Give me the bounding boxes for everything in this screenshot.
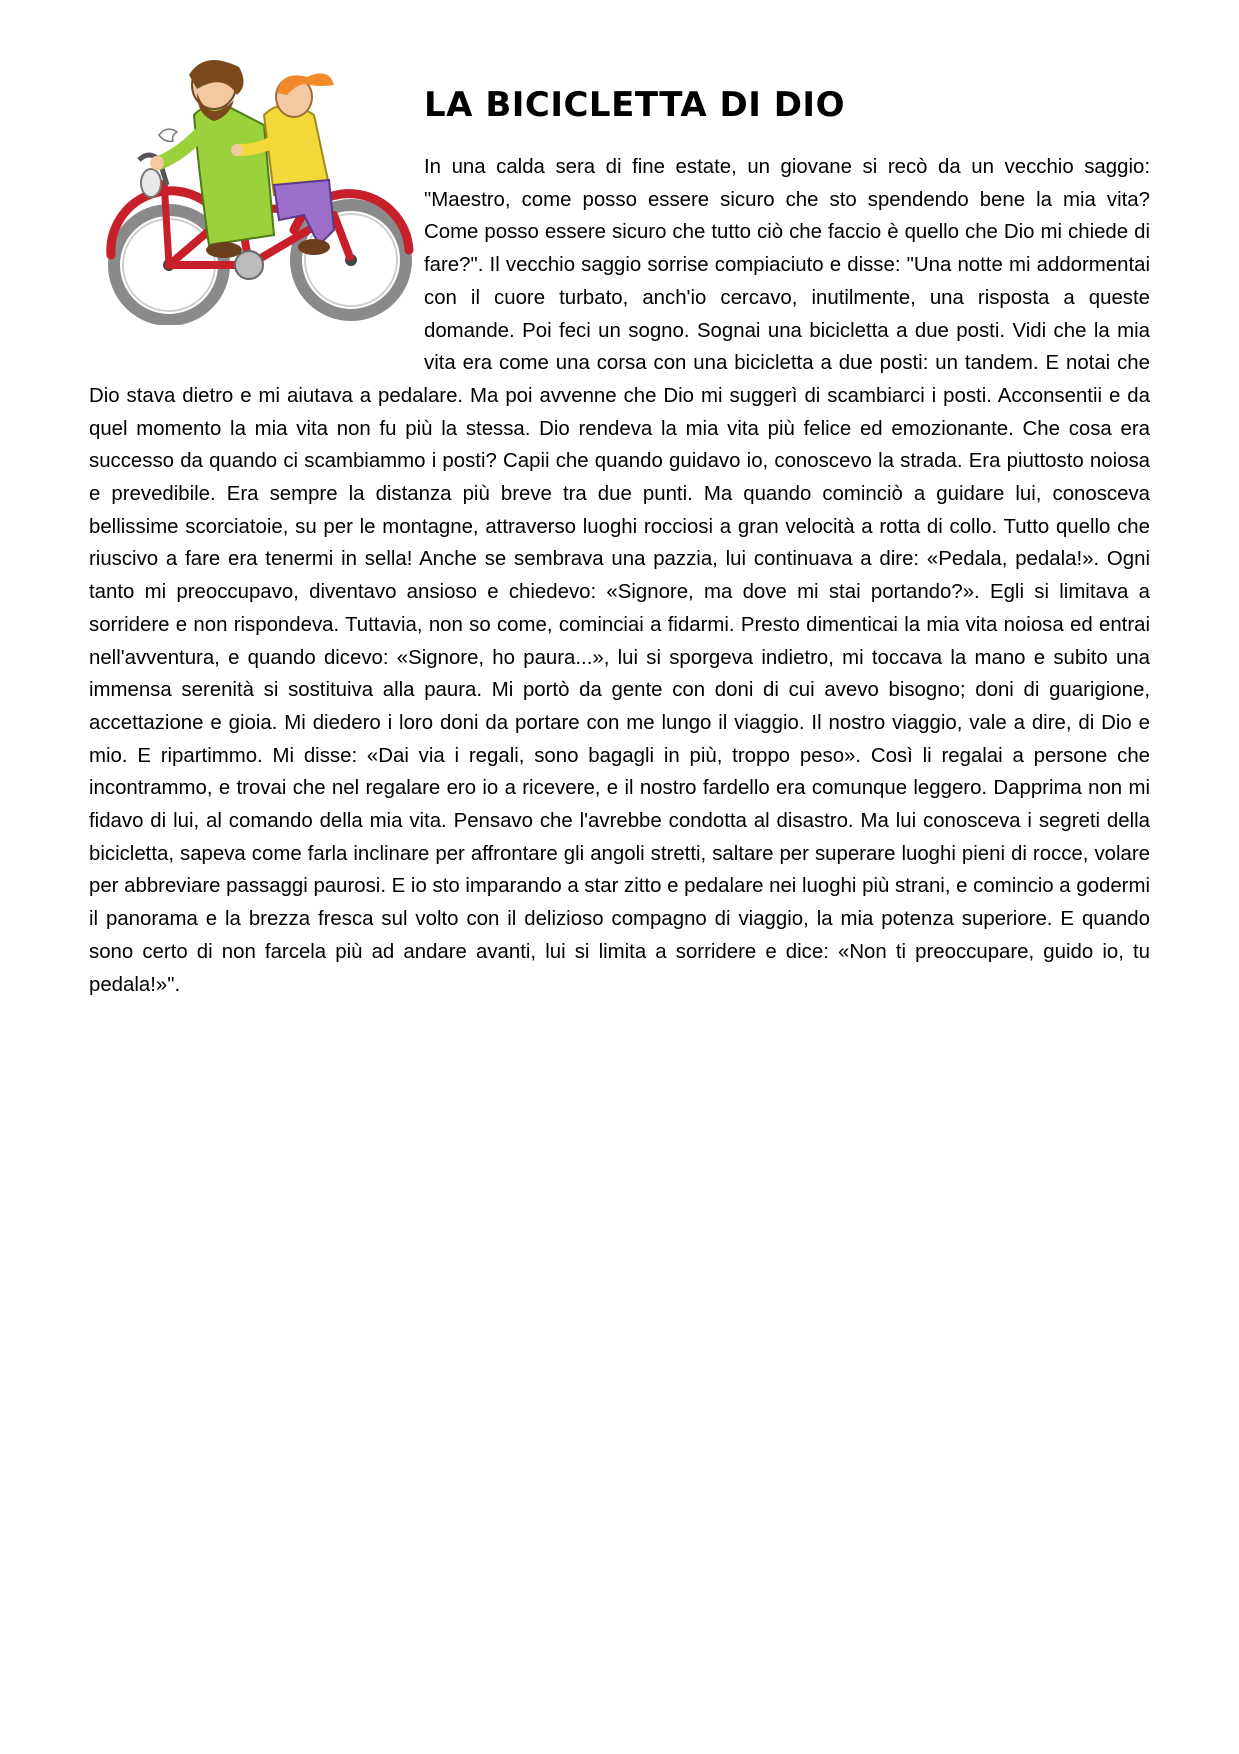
document-body: In una calda sera di fine estate, un giovane si recò da un vecchio saggio: "Maestro, come posso essere sicuro che sto spendendo bene la mia vita? Come posso essere sicuro che tutto ciò che faccio è quello che Dio mi chiede di fare?". Il vecchio saggio sorrise compiaciuto e disse: "Una notte mi addormentai con il cuore turbato, anch'io cercavo, inutilmente, una risposta a queste domande. Poi feci un sogno. Sognai una bicicletta a due posti. Vidi che la mia vita era come una corsa con una bicicletta a due posti: un tandem. E notai che Dio stava dietro e mi aiutava a pedalare. Ma poi avvenne che Dio mi suggerì di scambiarci i posti. Acconsentii e da quel momento la mia vita non fu più la stessa. Dio rendeva la mia vita più felice ed emozionante. Che cosa era successo da quando ci scambiammo i posti? Capii che quando guidavo io, conoscevo la strada. Era piuttosto noiosa e prevedibile. Era sempre la distanza più breve tra due punti. Ma quando cominciò a guidare lui, conosceva bellissime scorciatoie, su per le montagne, attraverso luoghi rocciosi a gran velocità a rotta di collo. Tutto quello che riuscivo a fare era tenermi in sella! Anche se sembrava una pazzia, lui continuava a dire: «Pedala, pedala!». Ogni tanto mi preoccupavo, diventavo ansioso e chiedevo: «Signore, ma dove mi stai portando?». Egli si limitava a sorridere e non rispondeva. Tuttavia, non so come, cominciai a fidarmi. Presto dimenticai la mia vita noiosa ed entrai nell'avventura, e quando dicevo: «Signore, ho paura...», lui si sporgeva indietro, mi toccava la mano e subito una immensa serenità si sostituiva alla paura. Mi portò da gente con doni di cui avevo bisogno; doni di guarigione, accettazione e gioia. Mi diedero i loro doni da portare con me lungo il viaggio. Il nostro viaggio, vale a dire, di Dio e mio. E ripartimmo. Mi disse: «Dai via i regali, sono bagagli in più, troppo peso». Così li regalai a persone che incontrammo, e trovai che nel regalare ero io a ricevere, e il nostro fardello era comunque leggero. Dapprima non mi fidavo di lui, al comando della mia vita. Pensavo che l'avrebbe condotta al disastro. Ma lui conosceva i segreti della bicicletta, sapeva come farla inclinare per affrontare gli angoli stretti, saltare per superare luoghi pieni di rocce, volare per abbreviare passaggi paurosi. E io sto imparando a star zitto e pedalare nei luoghi più strani, e comincio a godermi il panorama e la brezza fresca sul volto con il delizioso compagno di viaggio, la mia potenza superiore. E quando sono certo di non farcela più ad andare avanti, lui si limita a sorridere e dice: «Non ti preoccupare, guido io, tu pedala!»". (89, 156, 1150, 996)
document-content (89, 55, 1150, 1001)
bicycle-illustration (89, 55, 419, 367)
document-title: LA BICICLETTA DI DIO (424, 85, 845, 125)
tandem-bicycle-icon (89, 55, 419, 325)
